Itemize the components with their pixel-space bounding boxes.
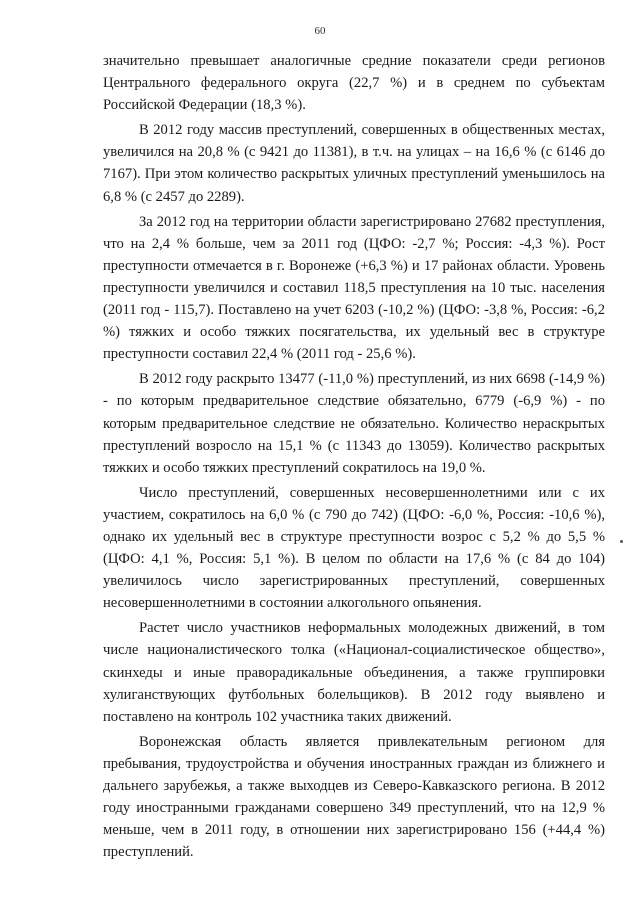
paragraph-solved-crimes: В 2012 году раскрыто 13477 (-11,0 %) преступлений, из них 6698 (-14,9 %) - по которым предварительное следствие обязательно, 6779 (-6,9 %) - по которым предварительное следствие не обязательно. Количество нераскрытых преступлений возросло на 15,1 % (с 11343 до 13059). Количество раскрытых тяжких и особо тяжких преступлений сократилось на 19,0 %. [103,371,605,476]
paragraph-continuation: значительно превышает аналогичные средние показатели среди регионов Центрального федерального округа (22,7 %) и в среднем по субъектам Российской Федерации (18,3 %). [103,53,605,114]
paragraph-youth-movements: Растет число участников неформальных молодежных движений, в том числе националистического толка («Национал-социалистическое общество», скинхеды и иные праворадикальные объединения, а также группировки хулиганствующих футбольных болельщиков). В 2012 году выявлено и поставлено на контроль 102 участника таких движений. [103,620,605,725]
body-text [103,50,605,863]
page-number: 60 [314,25,326,37]
paragraph-foreign-citizens: Воронежская область является привлекательным регионом для пребывания, трудоустройства и обучения иностранных граждан из ближнего и дальнего зарубежья, а также выходцев из Северо-Кавказского региона. В 2012 году иностранными гражданами совершено 349 преступлений, что на 12,9 % меньше, чем в 2011 году, в отношении них зарегистрировано 156 (+44,4 %) преступлений. [103,733,605,861]
paragraph-registered-crimes: За 2012 год на территории области зарегистрировано 27682 преступления, что на 2,4 % больше, чем за 2011 год (ЦФО: -2,7 %; Россия: -4,3 %). Рост преступности отмечается в г. Воронеже (+6,3 %) и 17 районах области. Уровень преступности увеличился и составил 118,5 преступления на 10 тыс. населения (2011 год - 115,7). Поставлено на учет 6203 (-10,2 %) (ЦФО: -3,8 %, Россия: -6,2 %) тяжких и особо тяжких посягательства, их удельный вес в структуре преступности составил 22,4 % (2011 год - 25,6 %). [103,213,605,363]
paragraph-public-places-crime: В 2012 году массив преступлений, совершенных в общественных местах, увеличился на 20,8 % (с 9421 до 11381), в т.ч. на улицах – на 16,6 % (с 6146 до 7167). При этом количество раскрытых уличных преступлений уменьшилось на 6,8 % (с 2457 до 2289). [103,122,605,205]
scan-speck [620,540,623,543]
paragraph-juvenile-crime: Число преступлений, совершенных несовершеннолетними или с их участием, сократилось на 6,0 % (с 790 до 742) (ЦФО: -6,0 %, Россия: -10,6 %), однако их удельный вес в структуре преступности возрос с 5,2 % до 5,5 % (ЦФО: 4,1 %, Россия: 5,1 %). В целом по области на 17,6 % (с 84 до 104) увеличилось число зарегистрированных преступлений, совершенных несовершеннолетними в состоянии алкогольного опьянения. [103,484,605,612]
